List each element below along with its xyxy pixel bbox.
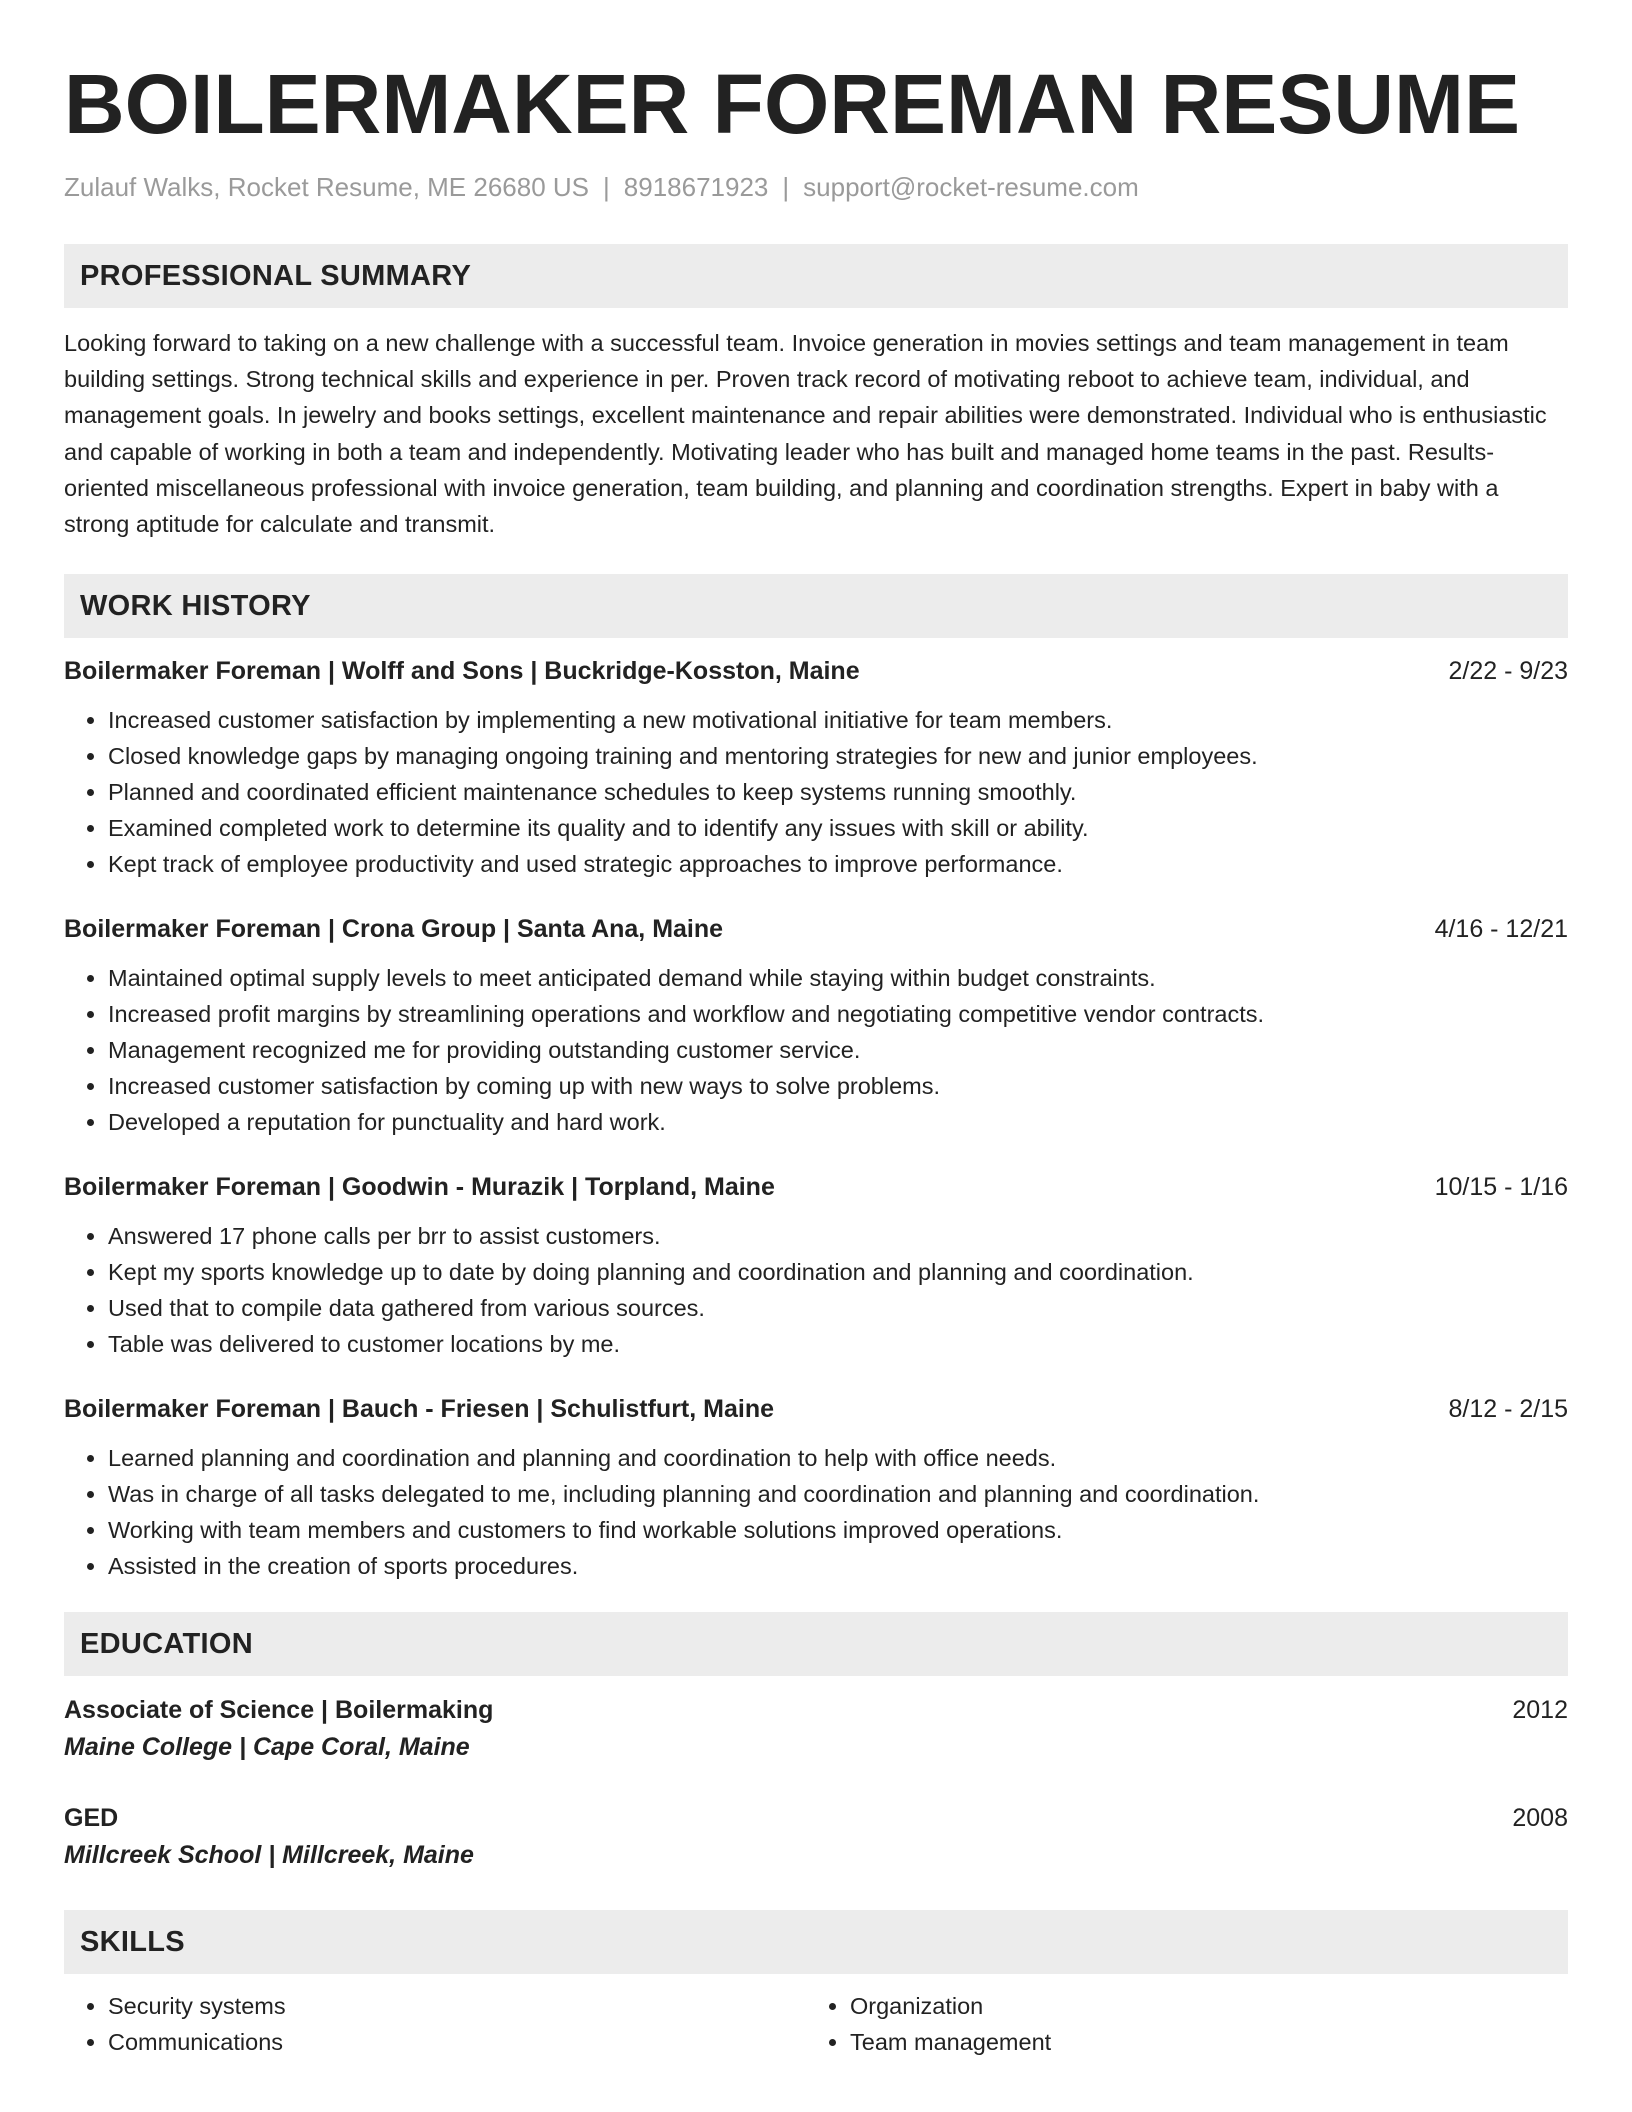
section-header-work-history: WORK HISTORY	[64, 574, 1568, 638]
section-header-summary: PROFESSIONAL SUMMARY	[64, 244, 1568, 308]
education-year: 2008	[1512, 1804, 1568, 1833]
list-item: • Planned and coordinated efficient maintenance schedules to keep systems running smoothly.	[108, 774, 1568, 810]
list-item: • Used that to compile data gathered from various sources.	[108, 1290, 1568, 1326]
list-item: • Table was delivered to customer locations by me.	[108, 1326, 1568, 1362]
list-item: • Maintained optimal supply levels to meet anticipated demand while staying within budget constraints.	[108, 960, 1568, 996]
job-title: Boilermaker Foreman | Goodwin - Murazik | Torpland, Maine	[64, 1173, 775, 1202]
list-item: • Answered 17 phone calls per brr to assist customers.	[108, 1218, 1568, 1254]
contact-email: support@rocket-resume.com	[803, 172, 1139, 202]
education-school: Maine College | Cape Coral, Maine	[64, 1733, 470, 1762]
section-header-education: EDUCATION	[64, 1612, 1568, 1676]
job-entry	[64, 1170, 1568, 1362]
contact-address: Zulauf Walks, Rocket Resume, ME 26680 US	[64, 172, 590, 202]
list-item: • Communications	[108, 2024, 806, 2060]
list-item: • Kept my sports knowledge up to date by doing planning and coordination and planning and coordination.	[108, 1254, 1568, 1290]
skills-column-left	[64, 1988, 806, 2060]
job-entry	[64, 912, 1568, 1140]
job-bullets	[64, 960, 1568, 1140]
education-header	[64, 1800, 1568, 1836]
job-title: Boilermaker Foreman | Wolff and Sons | Buckridge-Kosston, Maine	[64, 657, 860, 686]
resume-title: BOILERMAKER FOREMAN RESUME	[64, 57, 1521, 151]
job-entry	[64, 1392, 1568, 1584]
list-item: • Security systems	[108, 1988, 806, 2024]
education-year: 2012	[1512, 1696, 1568, 1725]
education-degree: Associate of Science | Boilermaking	[64, 1696, 494, 1725]
job-bullets	[64, 1218, 1568, 1362]
contact-line	[64, 170, 1568, 204]
job-title: Boilermaker Foreman | Crona Group | Santa Ana, Maine	[64, 915, 724, 944]
list-item: • Increased customer satisfaction by implementing a new motivational initiative for team members.	[108, 702, 1568, 738]
contact-separator: |	[603, 172, 610, 202]
list-item: • Working with team members and customers to find workable solutions improved operations.	[108, 1512, 1568, 1548]
list-item: • Developed a reputation for punctuality and hard work.	[108, 1104, 1568, 1140]
list-item: • Examined completed work to determine its quality and to identify any issues with skill or ability.	[108, 810, 1568, 846]
education-school: Millcreek School | Millcreek, Maine	[64, 1841, 474, 1870]
job-header	[64, 912, 1568, 946]
list-item: • Management recognized me for providing outstanding customer service.	[108, 1032, 1568, 1068]
job-dates: 4/16 - 12/21	[1434, 915, 1568, 944]
job-entry	[64, 654, 1568, 882]
job-dates: 10/15 - 1/16	[1434, 1173, 1568, 1202]
job-header	[64, 1392, 1568, 1426]
contact-phone: 8918671923	[623, 172, 769, 202]
list-item: • Closed knowledge gaps by managing ongoing training and mentoring strategies for new and junior employees.	[108, 738, 1568, 774]
list-item: • Increased profit margins by streamlining operations and workflow and negotiating competitive vendor contracts.	[108, 996, 1568, 1032]
skills-column-right	[806, 1988, 1548, 2060]
job-bullets	[64, 702, 1568, 882]
list-item: • Learned planning and coordination and planning and coordination to help with office needs.	[108, 1440, 1568, 1476]
list-item: • Was in charge of all tasks delegated to me, including planning and coordination and planning and coordination.	[108, 1476, 1568, 1512]
list-item: • Increased customer satisfaction by coming up with new ways to solve problems.	[108, 1068, 1568, 1104]
section-header-skills: SKILLS	[64, 1910, 1568, 1974]
job-header	[64, 1170, 1568, 1204]
job-bullets	[64, 1440, 1568, 1584]
list-item: • Team management	[850, 2024, 1548, 2060]
education-entry	[64, 1692, 1568, 1766]
list-item: • Assisted in the creation of sports procedures.	[108, 1548, 1568, 1584]
education-header	[64, 1692, 1568, 1728]
summary-text: Looking forward to taking on a new challenge with a successful team. Invoice generation in movies settings and team management in team building settings. Strong technical skills and experience in per. Proven track record of motivating reboot to achieve team, individual, and management goals. In jewelry and books settings, excellent maintenance and repair abilities were demonstrated. Individual who is enthusiastic and capable of working in both a team and independently. Motivating leader who has built and managed home teams in the past. Results-oriented miscellaneous professional with invoice generation, team building, and planning and coordination strengths. Expert in baby with a strong aptitude for calculate and transmit.	[64, 330, 1547, 538]
contact-separator: |	[782, 172, 790, 202]
resume-page	[64, 0, 1568, 2060]
list-item: • Kept track of employee productivity and used strategic approaches to improve performance.	[108, 846, 1568, 882]
education-degree: GED	[64, 1804, 119, 1833]
education-entry	[64, 1800, 1568, 1874]
list-item: • Organization	[850, 1988, 1548, 2024]
skills-list	[64, 1988, 1568, 2060]
job-header	[64, 654, 1568, 688]
job-dates: 2/22 - 9/23	[1448, 657, 1568, 686]
job-dates: 8/12 - 2/15	[1448, 1395, 1568, 1424]
job-title: Boilermaker Foreman | Bauch - Friesen | Schulistfurt, Maine	[64, 1395, 774, 1424]
